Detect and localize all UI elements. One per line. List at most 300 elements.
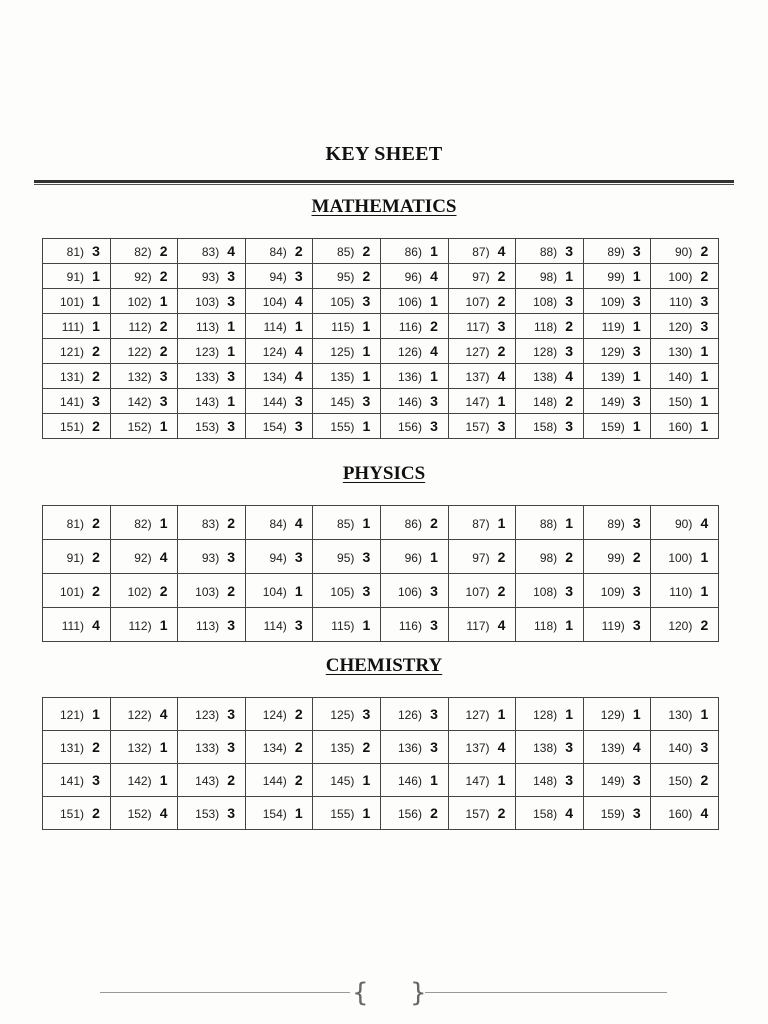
footer-line-right [425, 992, 667, 993]
question-number: 90) [675, 245, 693, 259]
question-number: 134) [262, 370, 287, 384]
question-number: 156) [397, 420, 422, 434]
answer-option: 1 [159, 514, 168, 531]
question-number: 81) [66, 516, 84, 531]
answer-cell [43, 764, 111, 797]
answer-option: 1 [700, 393, 709, 409]
question-number: 135) [330, 741, 355, 755]
question-number: 82) [134, 516, 152, 531]
answer-cell [245, 698, 313, 731]
answer-cell [448, 506, 516, 540]
answer-option: 2 [159, 318, 168, 334]
question-number: 123) [195, 708, 220, 722]
answer-option: 2 [92, 548, 100, 565]
answer-option: 1 [497, 393, 506, 409]
answer-cell [583, 574, 651, 608]
answer-cell [245, 608, 313, 642]
answer-option: 1 [700, 706, 709, 722]
table-row [43, 289, 719, 314]
question-number: 150) [668, 395, 693, 409]
answer-option: 4 [565, 805, 574, 821]
answer-cell [516, 339, 584, 364]
answer-cell [43, 414, 111, 439]
answer-option: 3 [159, 368, 168, 384]
answer-cell [448, 540, 516, 574]
answer-option: 3 [430, 616, 438, 633]
answer-cell [448, 608, 516, 642]
question-number: 126) [397, 345, 422, 359]
question-number: 88) [539, 245, 558, 259]
answer-option: 4 [159, 548, 168, 565]
answer-cell [178, 364, 246, 389]
answer-cell [43, 264, 111, 289]
answer-option: 1 [227, 393, 236, 409]
answer-option: 2 [497, 548, 506, 565]
answer-cell [516, 608, 584, 642]
answer-option: 1 [700, 582, 709, 599]
question-number: 83) [201, 516, 220, 531]
question-number: 108) [533, 584, 558, 599]
answer-option: 3 [362, 293, 371, 309]
answer-cell [313, 764, 381, 797]
answer-option: 3 [227, 268, 236, 284]
answer-cell [380, 574, 448, 608]
answer-cell [245, 797, 313, 830]
answer-cell [245, 239, 313, 264]
answer-option: 1 [565, 706, 574, 722]
question-number: 124) [262, 708, 287, 722]
question-number: 113) [196, 618, 220, 633]
answer-option: 3 [430, 706, 438, 722]
answer-option: 1 [362, 368, 371, 384]
question-number: 128) [533, 708, 558, 722]
question-number: 91) [66, 270, 84, 284]
answer-cell [583, 339, 651, 364]
answer-cell [448, 414, 516, 439]
answer-option: 3 [632, 582, 641, 599]
question-number: 90) [675, 516, 693, 531]
question-number: 128) [533, 345, 558, 359]
answer-cell [516, 264, 584, 289]
question-number: 94) [269, 550, 287, 565]
question-number: 124) [262, 345, 287, 359]
question-number: 106) [397, 295, 422, 309]
answer-cell [313, 698, 381, 731]
answer-option: 2 [159, 582, 168, 599]
answer-cell [651, 414, 719, 439]
answer-cell [380, 731, 448, 764]
answer-cell [651, 764, 719, 797]
question-number: 119) [601, 320, 625, 334]
answer-option: 3 [565, 293, 574, 309]
answer-cell [448, 339, 516, 364]
table-row [43, 339, 719, 364]
answer-option: 1 [632, 368, 641, 384]
answer-cell [516, 698, 584, 731]
answer-option: 2 [497, 293, 506, 309]
answer-cell [245, 314, 313, 339]
question-number: 141) [59, 395, 84, 409]
answer-cell [178, 764, 246, 797]
answer-cell [313, 731, 381, 764]
answer-cell [516, 314, 584, 339]
question-number: 134) [262, 741, 287, 755]
answer-option: 3 [227, 293, 236, 309]
question-number: 87) [472, 516, 490, 531]
answer-option: 2 [565, 393, 574, 409]
question-number: 151) [59, 420, 84, 434]
question-number: 104) [262, 584, 287, 599]
answer-option: 1 [430, 368, 438, 384]
answer-option: 3 [565, 772, 574, 788]
answer-option: 4 [92, 616, 100, 633]
answer-option: 3 [227, 548, 236, 565]
page-title: KEY SHEET [325, 143, 443, 165]
answer-option: 1 [362, 772, 371, 788]
answer-option: 1 [362, 805, 371, 821]
answer-cell [583, 289, 651, 314]
question-number: 93) [201, 270, 220, 284]
answer-cell [245, 414, 313, 439]
question-number: 153) [195, 807, 220, 821]
answer-cell [178, 608, 246, 642]
question-number: 115) [331, 320, 355, 334]
question-number: 152) [127, 420, 152, 434]
answer-cell [43, 797, 111, 830]
table-row [43, 608, 719, 642]
question-number: 93) [201, 550, 220, 565]
answer-option: 1 [92, 706, 100, 722]
question-number: 111) [61, 618, 84, 633]
answer-option: 3 [430, 582, 438, 599]
question-number: 158) [533, 420, 558, 434]
answer-cell [43, 574, 111, 608]
answer-cell [448, 364, 516, 389]
question-number: 154) [262, 420, 287, 434]
question-number: 120) [668, 618, 693, 633]
answer-option: 3 [430, 418, 438, 434]
answer-cell [313, 314, 381, 339]
answer-cell [178, 540, 246, 574]
question-number: 105) [330, 295, 355, 309]
question-number: 112) [128, 618, 152, 633]
answer-option: 3 [430, 739, 438, 755]
answer-option: 3 [497, 318, 506, 334]
question-number: 101) [59, 584, 84, 599]
answer-option: 1 [294, 318, 303, 334]
question-number: 99) [607, 270, 625, 284]
answer-cell [245, 264, 313, 289]
answer-option: 2 [497, 268, 506, 284]
answer-cell [110, 414, 178, 439]
answer-cell [583, 314, 651, 339]
answer-cell [110, 364, 178, 389]
answer-cell [245, 574, 313, 608]
answer-option: 3 [227, 418, 236, 434]
answer-option: 3 [632, 343, 641, 359]
answer-option: 2 [700, 772, 709, 788]
answer-option: 1 [92, 318, 100, 334]
answer-option: 4 [294, 293, 303, 309]
question-number: 130) [668, 708, 693, 722]
question-number: 112) [128, 320, 152, 334]
answer-option: 4 [497, 616, 506, 633]
question-number: 85) [337, 516, 355, 531]
question-number: 139) [600, 370, 625, 384]
answer-option: 4 [565, 368, 574, 384]
question-number: 121) [59, 708, 84, 722]
answer-cell [110, 764, 178, 797]
physics-key-table [42, 505, 719, 642]
answer-cell [43, 731, 111, 764]
answer-option: 2 [227, 772, 236, 788]
answer-option: 2 [632, 548, 641, 565]
answer-option: 3 [227, 805, 236, 821]
answer-option: 3 [565, 418, 574, 434]
answer-option: 1 [294, 582, 303, 599]
table-row [43, 506, 719, 540]
answer-cell [110, 540, 178, 574]
answer-option: 1 [632, 318, 641, 334]
answer-cell [448, 574, 516, 608]
table-row [43, 239, 719, 264]
answer-cell [380, 506, 448, 540]
question-number: 153) [195, 420, 220, 434]
answer-cell [245, 339, 313, 364]
answer-cell [313, 239, 381, 264]
answer-option: 2 [294, 706, 303, 722]
answer-cell [448, 314, 516, 339]
answer-cell [313, 364, 381, 389]
question-number: 117) [466, 320, 490, 334]
question-number: 129) [600, 708, 625, 722]
answer-option: 3 [362, 393, 371, 409]
answer-cell [516, 731, 584, 764]
question-number: 108) [533, 295, 558, 309]
answer-option: 1 [430, 548, 438, 565]
answer-cell [651, 506, 719, 540]
table-row [43, 731, 719, 764]
answer-option: 2 [159, 343, 168, 359]
answer-cell [43, 364, 111, 389]
question-number: 82) [134, 245, 152, 259]
answer-option: 2 [565, 548, 574, 565]
answer-option: 3 [92, 393, 100, 409]
answer-option: 1 [362, 318, 371, 334]
question-number: 99) [607, 550, 625, 565]
answer-option: 3 [565, 582, 574, 599]
answer-option: 2 [565, 318, 574, 334]
chemistry-key-table [42, 697, 719, 830]
answer-option: 1 [430, 243, 438, 259]
table-row [43, 574, 719, 608]
question-number: 149) [600, 774, 625, 788]
answer-option: 3 [294, 616, 303, 633]
answer-cell [583, 264, 651, 289]
answer-option: 4 [159, 706, 168, 722]
answer-cell [380, 698, 448, 731]
question-number: 118) [534, 320, 558, 334]
question-number: 157) [465, 807, 490, 821]
answer-cell [110, 731, 178, 764]
answer-option: 2 [294, 243, 303, 259]
answer-option: 3 [632, 616, 641, 633]
answer-cell [43, 289, 111, 314]
question-number: 152) [127, 807, 152, 821]
answer-option: 2 [92, 582, 100, 599]
question-number: 140) [668, 741, 693, 755]
answer-option: 3 [430, 393, 438, 409]
answer-option: 3 [632, 243, 641, 259]
table-row [43, 698, 719, 731]
answer-option: 3 [159, 393, 168, 409]
answer-option: 3 [362, 582, 371, 599]
question-number: 100) [668, 550, 693, 565]
question-number: 154) [262, 807, 287, 821]
question-number: 84) [269, 245, 287, 259]
footer-line-left [100, 992, 350, 993]
answer-option: 3 [632, 772, 641, 788]
answer-cell [583, 414, 651, 439]
question-number: 91) [66, 550, 84, 565]
answer-option: 3 [362, 548, 371, 565]
answer-option: 2 [92, 514, 100, 531]
answer-cell [516, 289, 584, 314]
answer-cell [448, 698, 516, 731]
question-number: 98) [539, 270, 558, 284]
answer-cell [245, 364, 313, 389]
answer-option: 1 [700, 418, 709, 434]
answer-cell [380, 239, 448, 264]
answer-cell [110, 239, 178, 264]
answer-cell [43, 389, 111, 414]
section-title-physics: PHYSICS [342, 463, 426, 484]
question-number: 136) [397, 741, 422, 755]
question-number: 88) [539, 516, 558, 531]
question-number: 94) [269, 270, 287, 284]
question-number: 116) [398, 618, 422, 633]
answer-option: 4 [159, 805, 168, 821]
answer-cell [313, 797, 381, 830]
question-number: 149) [600, 395, 625, 409]
answer-cell [380, 764, 448, 797]
question-number: 150) [668, 774, 693, 788]
question-number: 160) [668, 807, 693, 821]
question-number: 96) [404, 550, 422, 565]
question-number: 114) [263, 618, 287, 633]
footer-bracket-right: } [410, 978, 427, 1008]
answer-option: 2 [700, 243, 709, 259]
question-number: 122) [127, 345, 152, 359]
answer-cell [313, 414, 381, 439]
question-number: 138) [533, 741, 558, 755]
question-number: 113) [196, 320, 220, 334]
answer-cell [380, 540, 448, 574]
answer-cell [110, 389, 178, 414]
question-number: 87) [472, 245, 490, 259]
question-number: 146) [397, 395, 422, 409]
question-number: 110) [669, 584, 693, 599]
mathematics-key-table [42, 238, 719, 439]
answer-cell [178, 389, 246, 414]
answer-option: 3 [632, 293, 641, 309]
answer-option: 3 [700, 739, 709, 755]
answer-cell [110, 608, 178, 642]
question-number: 123) [195, 345, 220, 359]
answer-option: 2 [92, 343, 100, 359]
question-number: 125) [330, 708, 355, 722]
answer-option: 2 [92, 368, 100, 384]
answer-option: 2 [294, 739, 303, 755]
question-number: 159) [600, 807, 625, 821]
question-number: 140) [668, 370, 693, 384]
answer-option: 4 [294, 343, 303, 359]
section-title-mathematics: MATHEMATICS [311, 196, 457, 217]
question-number: 118) [534, 618, 558, 633]
answer-cell [110, 698, 178, 731]
answer-option: 4 [497, 368, 506, 384]
question-number: 131) [59, 370, 84, 384]
answer-option: 3 [227, 739, 236, 755]
answer-cell [516, 797, 584, 830]
answer-cell [245, 764, 313, 797]
question-number: 89) [607, 516, 625, 531]
answer-cell [583, 389, 651, 414]
question-number: 103) [195, 295, 220, 309]
answer-option: 2 [430, 805, 438, 821]
answer-option: 3 [565, 343, 574, 359]
answer-option: 1 [565, 268, 574, 284]
answer-option: 2 [700, 268, 709, 284]
answer-option: 3 [294, 418, 303, 434]
answer-cell [516, 364, 584, 389]
answer-option: 2 [497, 805, 506, 821]
question-number: 158) [533, 807, 558, 821]
answer-option: 4 [700, 805, 709, 821]
question-number: 144) [262, 395, 287, 409]
question-number: 133) [195, 741, 220, 755]
question-number: 95) [337, 550, 355, 565]
answer-cell [178, 731, 246, 764]
answer-cell [110, 339, 178, 364]
answer-cell [110, 264, 178, 289]
answer-cell [583, 698, 651, 731]
answer-option: 1 [497, 772, 506, 788]
question-number: 122) [127, 708, 152, 722]
question-number: 133) [195, 370, 220, 384]
answer-option: 1 [159, 616, 168, 633]
answer-cell [516, 764, 584, 797]
question-number: 96) [404, 270, 422, 284]
answer-cell [178, 506, 246, 540]
answer-option: 1 [92, 293, 100, 309]
question-number: 107) [465, 584, 490, 599]
answer-cell [43, 314, 111, 339]
question-number: 111) [61, 320, 84, 334]
answer-cell [651, 731, 719, 764]
question-number: 110) [669, 295, 693, 309]
answer-option: 1 [227, 343, 236, 359]
question-number: 86) [404, 245, 422, 259]
answer-option: 3 [632, 514, 641, 531]
question-number: 105) [330, 584, 355, 599]
answer-cell [313, 608, 381, 642]
question-number: 151) [59, 807, 84, 821]
question-number: 130) [668, 345, 693, 359]
question-number: 86) [404, 516, 422, 531]
answer-cell [43, 506, 111, 540]
title-divider [34, 180, 734, 185]
